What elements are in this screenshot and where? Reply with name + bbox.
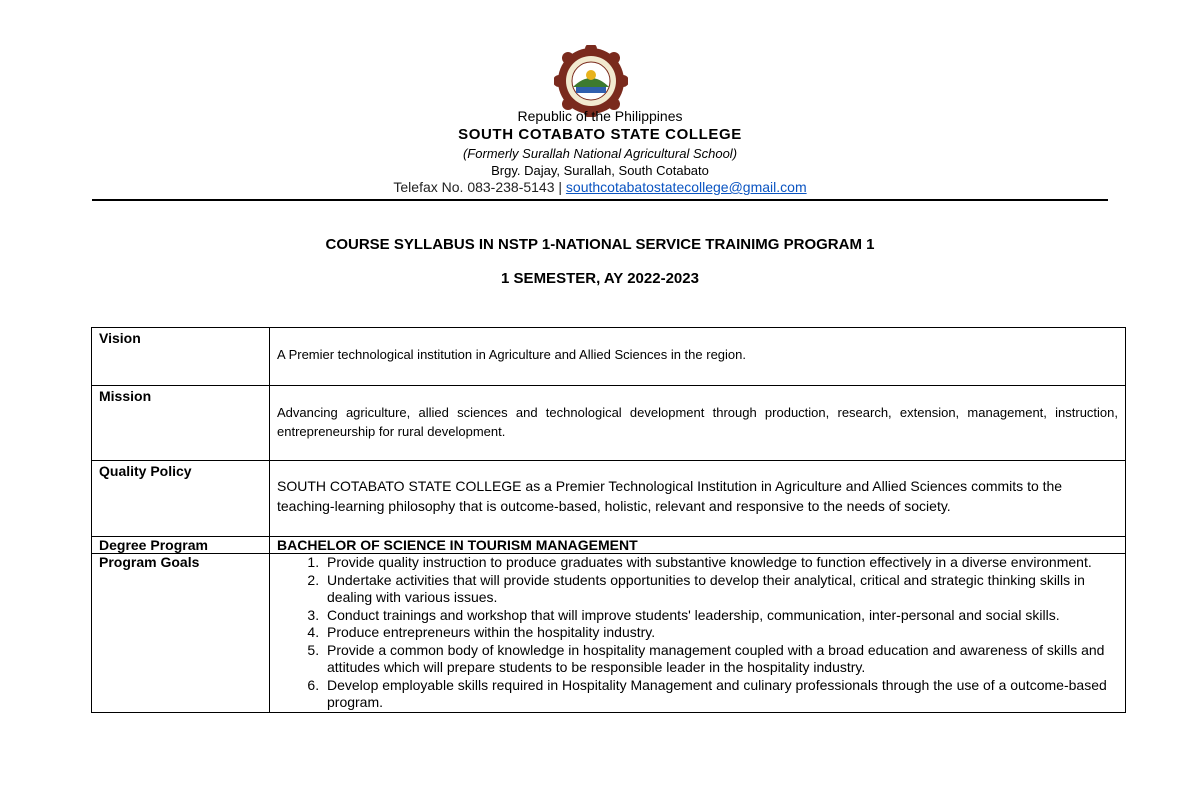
goal-item: 6. Develop employable skills required in Hospitality Management and culinary professionals through the use of a outcome-based program.: [323, 677, 1118, 712]
program-goals-row: [92, 554, 1126, 713]
mission-text: Advancing agriculture, allied sciences and technological development through production, research, extension, management, instruction, entrepreneurship for rural development.: [277, 405, 1118, 439]
letterhead: [0, 108, 1200, 196]
program-goals-label: Program Goals: [92, 554, 270, 713]
goal-item: 1. Provide quality instruction to produce graduates with substantive knowledge to function effectively in a diverse environment.: [323, 554, 1118, 572]
college-name: SOUTH COTABATO STATE COLLEGE: [458, 126, 742, 143]
email-link[interactable]: southcotabatostatecollege@gmail.com: [565, 179, 807, 195]
goal-item: 5. Provide a common body of knowledge in hospitality management coupled with a broad education and awareness of skills and attitudes which will prepare students to be responsible leader in the hospitality industry.: [323, 642, 1118, 677]
goal-item: 3. Conduct trainings and workshop that will improve students' leadership, communication, inter-personal and social skills.: [323, 607, 1118, 625]
mission-label: Mission: [92, 386, 270, 461]
quality-policy-text: SOUTH COTABATO STATE COLLEGE as a Premier Technological Institution in Agriculture and Allied Sciences commits to the teaching-learning philosophy that is outcome-based, holistic, relevant and responsive to the needs of society.: [277, 478, 1063, 514]
telefax-text: Telefax No. 083-238-5143 |: [393, 179, 563, 195]
program-goals-list: [277, 554, 1118, 712]
republic-line: Republic of the Philippines: [517, 108, 683, 124]
goal-item: 4. Produce entrepreneurs within the hospitality industry.: [323, 624, 1118, 642]
quality-policy-label: Quality Policy: [92, 461, 270, 537]
mission-row: [92, 386, 1126, 461]
degree-program-value: BACHELOR OF SCIENCE IN TOURISM MANAGEMENT: [270, 537, 1126, 554]
goal-item: 2. Undertake activities that will provide students opportunities to develop their analytical, critical and strategic thinking skills in dealing with various issues.: [323, 572, 1118, 607]
address-line: Brgy. Dajay, Surallah, South Cotabato: [491, 163, 709, 178]
degree-program-row: [92, 537, 1126, 554]
quality-policy-row: [92, 461, 1126, 537]
syllabus-table: [91, 327, 1126, 713]
college-seal-logo: [554, 45, 628, 117]
vision-label: Vision: [92, 328, 270, 386]
contact-line: [0, 179, 1200, 196]
vision-row: [92, 328, 1126, 386]
degree-program-label: Degree Program: [92, 537, 270, 554]
former-name: (Formerly Surallah National Agricultural School): [462, 146, 738, 161]
vision-text: A Premier technological institution in Agriculture and Allied Sciences in the region.: [277, 347, 746, 362]
semester-title: 1 SEMESTER, AY 2022-2023: [501, 270, 699, 287]
syllabus-title: COURSE SYLLABUS IN NSTP 1-NATIONAL SERVICE TRAINIMG PROGRAM 1: [325, 236, 875, 253]
header-divider: [92, 199, 1108, 201]
